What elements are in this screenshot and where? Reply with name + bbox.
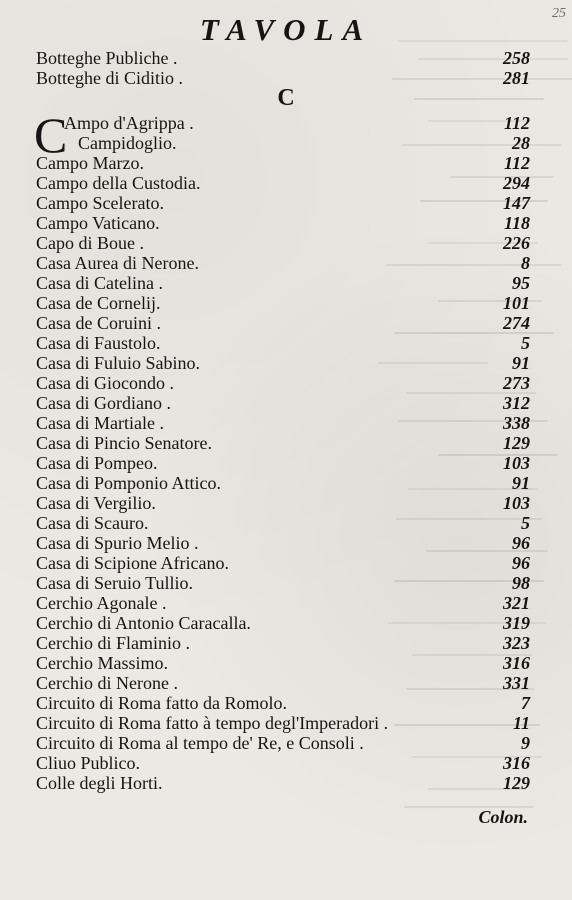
entry-page-number: 316 — [503, 653, 530, 673]
entry-name: Casa di Vergilio. — [36, 493, 156, 513]
index-entry — [36, 393, 530, 413]
entry-page-number: 95 — [512, 273, 530, 293]
index-entry — [36, 353, 530, 373]
entry-page-number: 338 — [503, 413, 530, 433]
entry-page-number: 112 — [503, 153, 530, 173]
index-entry — [36, 173, 530, 193]
index-entry — [36, 693, 530, 713]
entry-page-number: 294 — [503, 173, 530, 193]
index-entry — [36, 253, 530, 273]
index-entry — [36, 613, 530, 633]
entry-name: Cerchio di Nerone . — [36, 673, 178, 693]
entry-page-number: 7 — [521, 693, 530, 713]
index-entry — [36, 113, 530, 133]
entry-page-number: 112 — [503, 113, 530, 133]
entry-page-number: 129 — [503, 433, 530, 453]
index-entry — [36, 153, 530, 173]
entry-page-number: 11 — [512, 713, 530, 733]
index-entry — [36, 773, 530, 793]
index-entry — [36, 333, 530, 353]
entry-page-number: 8 — [521, 253, 530, 273]
page-corner-mark: 25 — [552, 6, 566, 21]
entry-name: Casa di Pompeo. — [36, 453, 158, 473]
page-title: TAVOLA — [199, 12, 373, 47]
entry-page-number: 226 — [503, 233, 530, 253]
index-entry — [36, 273, 530, 293]
entry-name: Circuito di Roma fatto à tempo degl'Imperadori . — [36, 713, 389, 733]
index-entry — [36, 653, 530, 673]
entry-name: Campidoglio. — [78, 133, 177, 153]
entry-name: Cerchio di Flaminio . — [36, 633, 190, 653]
index-entry — [36, 633, 530, 653]
index-entry — [36, 733, 530, 753]
entry-page-number: 331 — [503, 673, 530, 693]
entry-name: Cliuo Publico. — [36, 753, 141, 773]
index-entry — [36, 313, 530, 333]
entry-name: Botteghe di Ciditio . — [36, 68, 183, 88]
entry-page-number: 28 — [512, 133, 530, 153]
entry-page-number: 96 — [512, 553, 530, 573]
entry-name: Casa di Spurio Melio . — [36, 533, 199, 553]
index-entry — [36, 48, 530, 68]
drop-cap: C — [34, 107, 68, 163]
entry-name: Casa di Fuluio Sabino. — [36, 353, 201, 373]
index-entry — [36, 133, 530, 153]
entry-page-number: 274 — [503, 313, 530, 333]
index-entry — [36, 493, 530, 513]
entry-page-number: 9 — [521, 733, 530, 753]
index-entry — [36, 673, 530, 693]
entry-name: Circuito di Roma al tempo de' Re, e Consoli . — [36, 733, 364, 753]
entry-name: Casa de Cornelij. — [36, 293, 161, 313]
entry-page-number: 319 — [503, 613, 530, 633]
entry-name: Campo Vaticano. — [36, 213, 160, 233]
entry-name: Ampo d'Agrippa . — [64, 113, 194, 133]
entry-name: Colle degli Horti. — [36, 773, 163, 793]
entry-name: Casa di Faustolo. — [36, 333, 161, 353]
index-entry — [36, 373, 530, 393]
entry-name: Casa di Pomponio Attico. — [36, 473, 222, 493]
index-entry — [36, 233, 530, 253]
index-entry — [36, 513, 530, 533]
entry-page-number: 129 — [503, 773, 530, 793]
entry-page-number: 323 — [503, 633, 530, 653]
entry-page-number: 5 — [521, 333, 530, 353]
entry-name: Cerchio di Antonio Caracalla. — [36, 613, 251, 633]
index-entry — [36, 413, 530, 433]
entry-name: Cerchio Massimo. — [36, 653, 168, 673]
entry-name: Casa di Scauro. — [36, 513, 149, 533]
entry-name: Campo della Custodia. — [36, 173, 201, 193]
entry-name: Circuito di Roma fatto da Romolo. — [36, 693, 287, 713]
index-entry — [36, 533, 530, 553]
index-entry — [36, 573, 530, 593]
entry-page-number: 258 — [503, 48, 530, 68]
entry-page-number: 101 — [503, 293, 530, 313]
index-entry — [36, 453, 530, 473]
entry-page-number: 281 — [503, 68, 530, 88]
entry-page-number: 316 — [503, 753, 530, 773]
index-entry — [36, 473, 530, 493]
entry-name: Casa Aurea di Nerone. — [36, 253, 199, 273]
index-entry — [36, 593, 530, 613]
index-entry — [36, 713, 530, 733]
entry-name: Cerchio Agonale . — [36, 593, 167, 613]
entry-page-number: 91 — [512, 353, 530, 373]
entry-page-number: 312 — [503, 393, 530, 413]
entry-page-number: 98 — [512, 573, 530, 593]
section-letter: C — [277, 85, 295, 111]
entry-name: Casa di Gordiano . — [36, 393, 171, 413]
entry-page-number: 321 — [503, 593, 530, 613]
entry-page-number: 96 — [512, 533, 530, 553]
entry-page-number: 147 — [503, 193, 530, 213]
entry-name: Casa di Martiale . — [36, 413, 164, 433]
catchword: Colon. — [478, 807, 528, 827]
index-entry — [36, 753, 530, 773]
index-entry — [36, 293, 530, 313]
entry-page-number: 91 — [512, 473, 530, 493]
entry-page-number: 103 — [503, 453, 530, 473]
entry-page-number: 5 — [521, 513, 530, 533]
entry-name: Campo Marzo. — [36, 153, 144, 173]
entry-name: Casa de Coruini . — [36, 313, 161, 333]
entry-name: Casa di Catelina . — [36, 273, 163, 293]
entry-name: Casa di Scipione Africano. — [36, 553, 229, 573]
index-entry — [36, 553, 530, 573]
entry-page-number: 118 — [503, 213, 530, 233]
entry-page-number: 273 — [503, 373, 530, 393]
entry-name: Botteghe Publiche . — [36, 48, 178, 68]
entry-name: Casa di Seruio Tullio. — [36, 573, 194, 593]
entry-name: Campo Scelerato. — [36, 193, 164, 213]
index-entry — [36, 193, 530, 213]
index-entry — [36, 433, 530, 453]
entry-name: Casa di Pincio Senatore. — [36, 433, 212, 453]
index-entry — [36, 213, 530, 233]
entry-page-number: 103 — [503, 493, 530, 513]
entry-name: Casa di Giocondo . — [36, 373, 174, 393]
entry-name: Capo di Boue . — [36, 233, 144, 253]
